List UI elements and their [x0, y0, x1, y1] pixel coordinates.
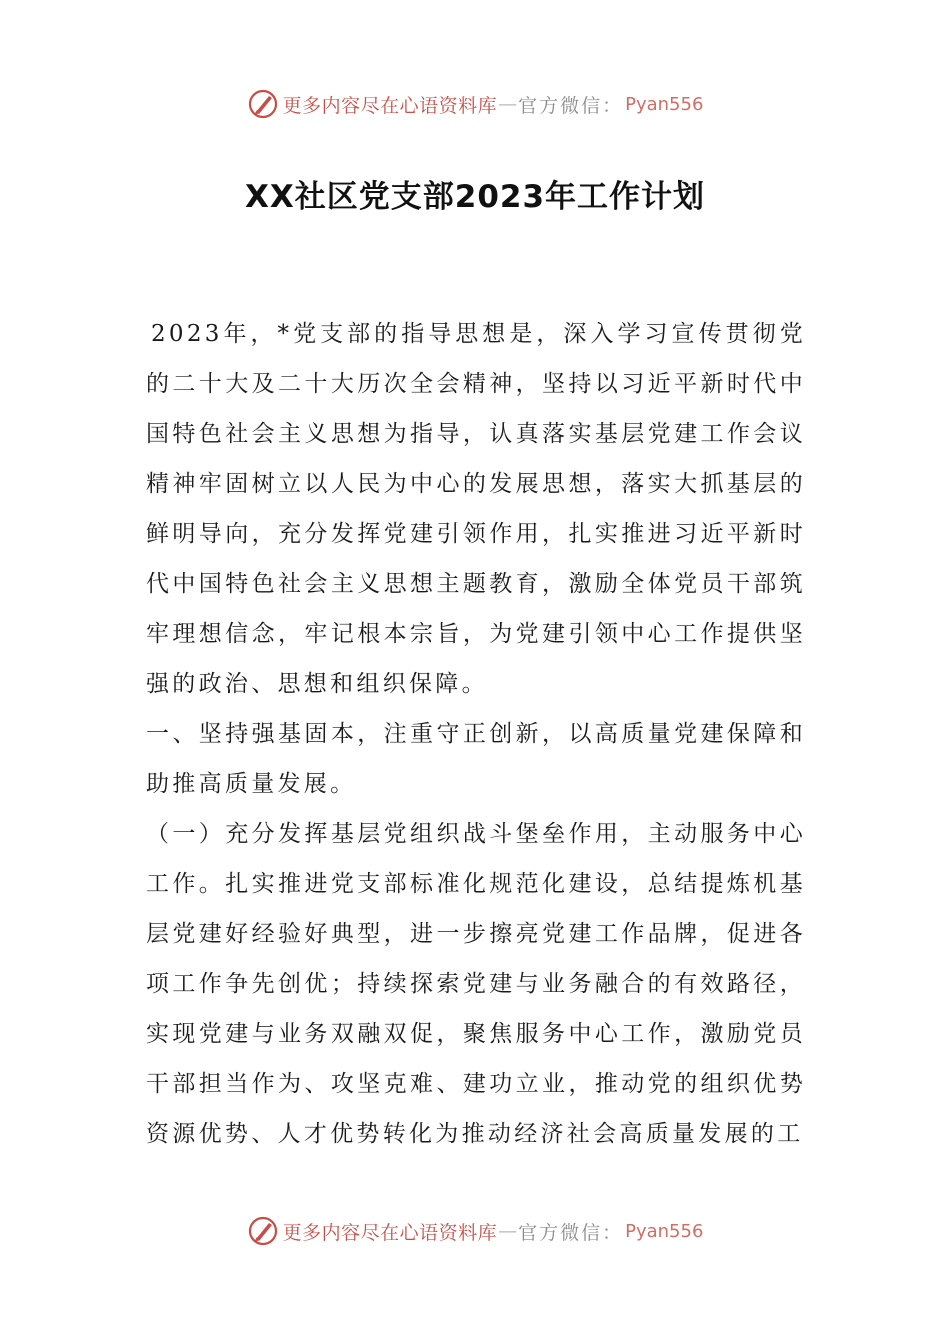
watermark-separator: — [498, 1220, 518, 1242]
watermark-header [0, 84, 950, 124]
watermark-main-text: 更多内容尽在心语资料库 [282, 94, 498, 117]
body-paragraph: 2023年，*党支部的指导思想是，深入学习宣传贯彻党的二十大及二十大历次全会精神，坚持以习近平新时代中国特色社会主义思想为指导，认真落实基层党建工作会议精神牢固树立以人民为中心的发展思想，落实大抓基层的鲜明导向，充分发挥党建引领作用，扎实推进习近平新时代中国特色社会主义思想主题教育，激励全体党员干部筑牢理想信念，牢记根本宗旨，为党建引领中心工作提供坚强的政治、思想和组织保障。 [146, 321, 806, 697]
watermark-sub-text: 官方微信： [518, 1221, 624, 1244]
quill-logo-icon [247, 88, 279, 120]
section-heading: 一、坚持强基固本，注重守正创新，以高质量党建保障和助推高质量发展。 [146, 721, 806, 797]
watermark-wechat-id: Pyan556 [625, 1220, 704, 1242]
watermark-separator: — [498, 93, 518, 115]
watermark-footer [0, 1211, 950, 1251]
watermark-wechat-id: Pyan556 [625, 93, 704, 115]
document-title: XX社区党支部2023年工作计划 [244, 179, 706, 215]
body-paragraph: （一）充分发挥基层党组织战斗堡垒作用，主动服务中心工作。扎实推进党支部标准化规范化建设，总结提炼机基层党建好经验好典型，进一步擦亮党建工作品牌，促进各项工作争先创优；持续探索党建与业务融合的有效路径，实现党建与业务双融双促，聚焦服务中心工作，激励党员干部担当作为、攻坚克难、建功立业，推动党的组织优势资源优势、人才优势转化为推动经济社会高质量发展的工 [146, 821, 806, 1147]
watermark-main-text: 更多内容尽在心语资料库 [282, 1221, 498, 1244]
watermark-sub-text: 官方微信： [518, 94, 624, 117]
quill-logo-icon [247, 1215, 279, 1247]
document-body [146, 309, 806, 1159]
